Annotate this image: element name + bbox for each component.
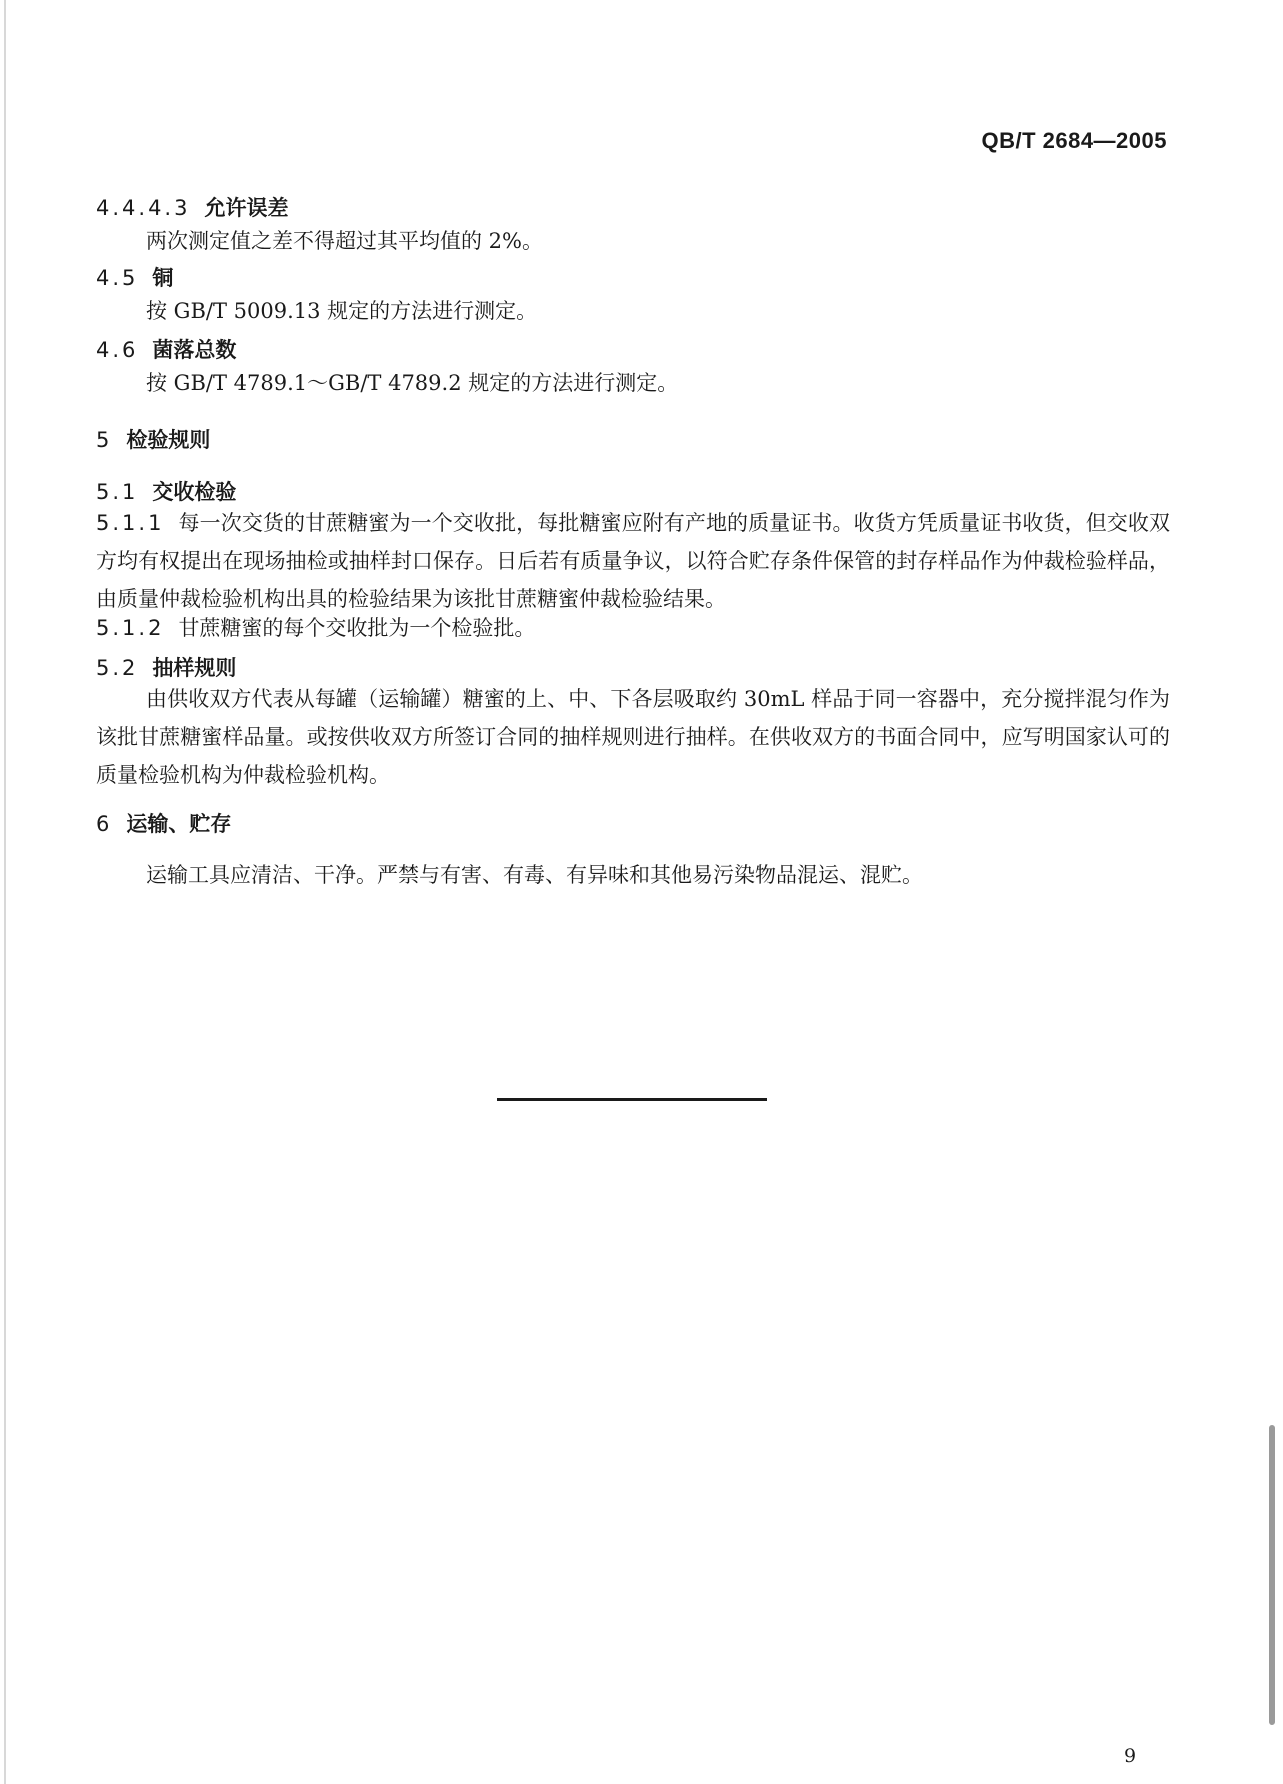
standard-code: QB/T 2684—2005 [981,128,1167,153]
section-number: 5.1 [96,480,139,504]
section-title: 运输、贮存 [126,812,232,836]
section-5-1-2-text [96,609,1170,647]
section-number: 5.1.2 [96,616,165,640]
section-4-6-heading [96,334,236,364]
section-title: 铜 [152,266,174,290]
section-5-heading [96,424,210,454]
section-4-5-text: 按 GB/T 5009.13 规定的方法进行测定。 [146,299,538,323]
section-title: 允许误差 [204,196,289,220]
page-edge [4,0,6,1784]
section-6-heading [96,808,231,838]
section-number: 5.1.1 [96,511,165,535]
section-4-4-4-3-text: 两次测定值之差不得超过其平均值的 2%。 [146,229,543,253]
section-number: 4.5 [96,266,139,290]
section-4-5-heading [96,262,173,292]
section-title: 交收检验 [152,480,237,504]
end-of-document-rule [497,1098,767,1101]
section-number: 5.2 [96,656,139,680]
section-4-6-text: 按 GB/T 4789.1～GB/T 4789.2 规定的方法进行测定。 [146,371,679,395]
section-5-2-text: 由供收双方代表从每罐（运输罐）糖蜜的上、中、下各层吸取约 30mL 样品于同一容器中，充分搅拌混匀作为该批甘蔗糖蜜样品量。或按供收双方所签订合同的抽样规则进行抽样。在供收双方的书面合同中，应写明国家认可的质量检验机构为仲裁检验机构。 [96,687,1170,787]
section-5-1-heading [96,476,236,506]
section-number: 4.6 [96,338,139,362]
scrollbar-thumb[interactable] [1269,1425,1275,1725]
section-title: 抽样规则 [152,656,237,680]
section-body: 每一次交货的甘蔗糖蜜为一个交收批，每批糖蜜应附有产地的质量证书。收货方凭质量证书收货，但交收双方均有权提出在现场抽检或抽样封口保存。日后若有质量争议，以符合贮存条件保管的封存样品作为仲裁检验样品，由质量仲裁检验机构出具的检验结果为该批甘蔗糖蜜仲裁检验结果。 [96,511,1170,611]
section-5-1-1-text [96,504,1170,618]
section-title: 检验规则 [126,428,211,452]
page-number: 9 [1124,1745,1137,1767]
section-title: 菌落总数 [152,338,237,362]
section-number: 4.4.4.3 [96,196,191,220]
section-number: 6 [96,812,113,836]
section-number: 5 [96,428,113,452]
section-4-4-4-3-heading [96,192,288,222]
section-6-text: 运输工具应清洁、干净。严禁与有害、有毒、有异味和其他易污染物品混运、混贮。 [146,863,923,887]
section-5-2-heading [96,652,236,682]
section-body: 甘蔗糖蜜的每个交收批为一个检验批。 [178,616,536,640]
